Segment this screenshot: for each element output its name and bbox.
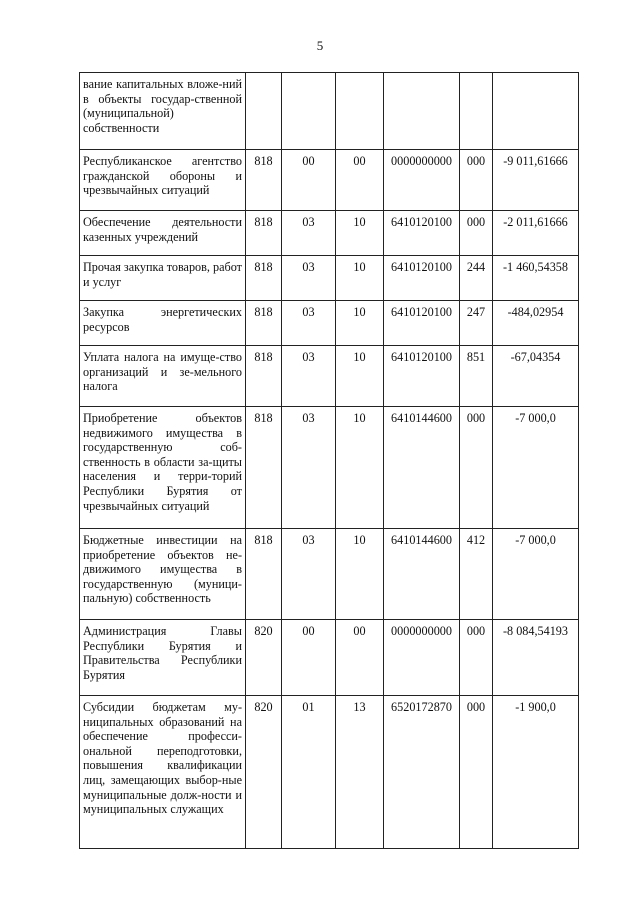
grbs-cell: 820 (246, 696, 282, 849)
expense-type-cell: 851 (460, 346, 493, 407)
grbs-cell: 818 (246, 407, 282, 529)
row-name-cell: Республиканское агентство гражданской обороны и чрезвычайных ситуаций (80, 150, 246, 211)
subsection-cell: 10 (336, 407, 384, 529)
grbs-cell: 820 (246, 620, 282, 696)
amount-cell: -2 011,61666 (493, 211, 579, 256)
subsection-cell: 00 (336, 150, 384, 211)
subsection-cell: 10 (336, 529, 384, 620)
amount-cell: -7 000,0 (493, 407, 579, 529)
target-article-cell: 6520172870 (384, 696, 460, 849)
expense-type-cell: 000 (460, 407, 493, 529)
amount-cell: -67,04354 (493, 346, 579, 407)
subsection-cell: 00 (336, 620, 384, 696)
section-cell: 01 (282, 696, 336, 849)
subsection-cell (336, 73, 384, 150)
subsection-cell: 10 (336, 211, 384, 256)
section-cell (282, 73, 336, 150)
expense-type-cell (460, 73, 493, 150)
row-name-cell: Администрация Главы Республики Бурятия и Правительства Республики Бурятия (80, 620, 246, 696)
amount-cell: -484,02954 (493, 301, 579, 346)
subsection-cell: 10 (336, 301, 384, 346)
section-cell: 03 (282, 256, 336, 301)
row-name-cell: Закупка энергетических ресурсов (80, 301, 246, 346)
target-article-cell: 6410120100 (384, 256, 460, 301)
target-article-cell: 6410144600 (384, 407, 460, 529)
row-name-cell: Уплата налога на имуще-ство организаций и зе-мельного налога (80, 346, 246, 407)
section-cell: 03 (282, 211, 336, 256)
target-article-cell: 0000000000 (384, 150, 460, 211)
target-article-cell: 6410120100 (384, 211, 460, 256)
table-row (80, 696, 579, 849)
target-article-cell (384, 73, 460, 150)
row-name-cell: Приобретение объектов недвижимого имущества в государственную соб-ственность в области за-щиты населения и терри-торий Республики Бурятия от чрезвычайных ситуаций (80, 407, 246, 529)
grbs-cell: 818 (246, 211, 282, 256)
section-cell: 03 (282, 529, 336, 620)
row-name-cell: вание капитальных вложе-ний в объекты государ-ственной (муниципальной) собственности (80, 73, 246, 150)
row-name-cell: Субсидии бюджетам му-ниципальных образований на обеспечение професси-ональной переподготовки, повышения квалификации лиц, замещающих выбор-ные муниципальные долж-ности и муниципальных служащих (80, 696, 246, 849)
expense-type-cell: 000 (460, 620, 493, 696)
row-name-cell: Бюджетные инвестиции на приобретение объектов не-движимого имущества в государственную (муници-пальную) собственность (80, 529, 246, 620)
grbs-cell: 818 (246, 256, 282, 301)
table-row (80, 211, 579, 256)
amount-cell (493, 73, 579, 150)
expense-type-cell: 247 (460, 301, 493, 346)
grbs-cell: 818 (246, 301, 282, 346)
table-row (80, 256, 579, 301)
table-row (80, 620, 579, 696)
expense-type-cell: 000 (460, 211, 493, 256)
amount-cell: -1 900,0 (493, 696, 579, 849)
section-cell: 00 (282, 150, 336, 211)
target-article-cell: 6410144600 (384, 529, 460, 620)
page-number: 5 (316, 38, 324, 53)
table-row (80, 73, 579, 150)
section-cell: 03 (282, 346, 336, 407)
subsection-cell: 10 (336, 256, 384, 301)
row-name-cell: Прочая закупка товаров, работ и услуг (80, 256, 246, 301)
expense-type-cell: 000 (460, 150, 493, 211)
subsection-cell: 10 (336, 346, 384, 407)
subsection-cell: 13 (336, 696, 384, 849)
amount-cell: -7 000,0 (493, 529, 579, 620)
grbs-cell: 818 (246, 529, 282, 620)
table-row (80, 346, 579, 407)
table-row (80, 407, 579, 529)
section-cell: 03 (282, 407, 336, 529)
target-article-cell: 6410120100 (384, 346, 460, 407)
target-article-cell: 0000000000 (384, 620, 460, 696)
grbs-cell (246, 73, 282, 150)
grbs-cell: 818 (246, 346, 282, 407)
table-row (80, 529, 579, 620)
table-row (80, 150, 579, 211)
expense-type-cell: 000 (460, 696, 493, 849)
amount-cell: -9 011,61666 (493, 150, 579, 211)
section-cell: 00 (282, 620, 336, 696)
table-row (80, 301, 579, 346)
row-name-cell: Обеспечение деятельности казенных учреждений (80, 211, 246, 256)
budget-table (79, 72, 579, 849)
amount-cell: -8 084,54193 (493, 620, 579, 696)
section-cell: 03 (282, 301, 336, 346)
amount-cell: -1 460,54358 (493, 256, 579, 301)
expense-type-cell: 412 (460, 529, 493, 620)
budget-table-body (80, 73, 579, 849)
expense-type-cell: 244 (460, 256, 493, 301)
grbs-cell: 818 (246, 150, 282, 211)
target-article-cell: 6410120100 (384, 301, 460, 346)
